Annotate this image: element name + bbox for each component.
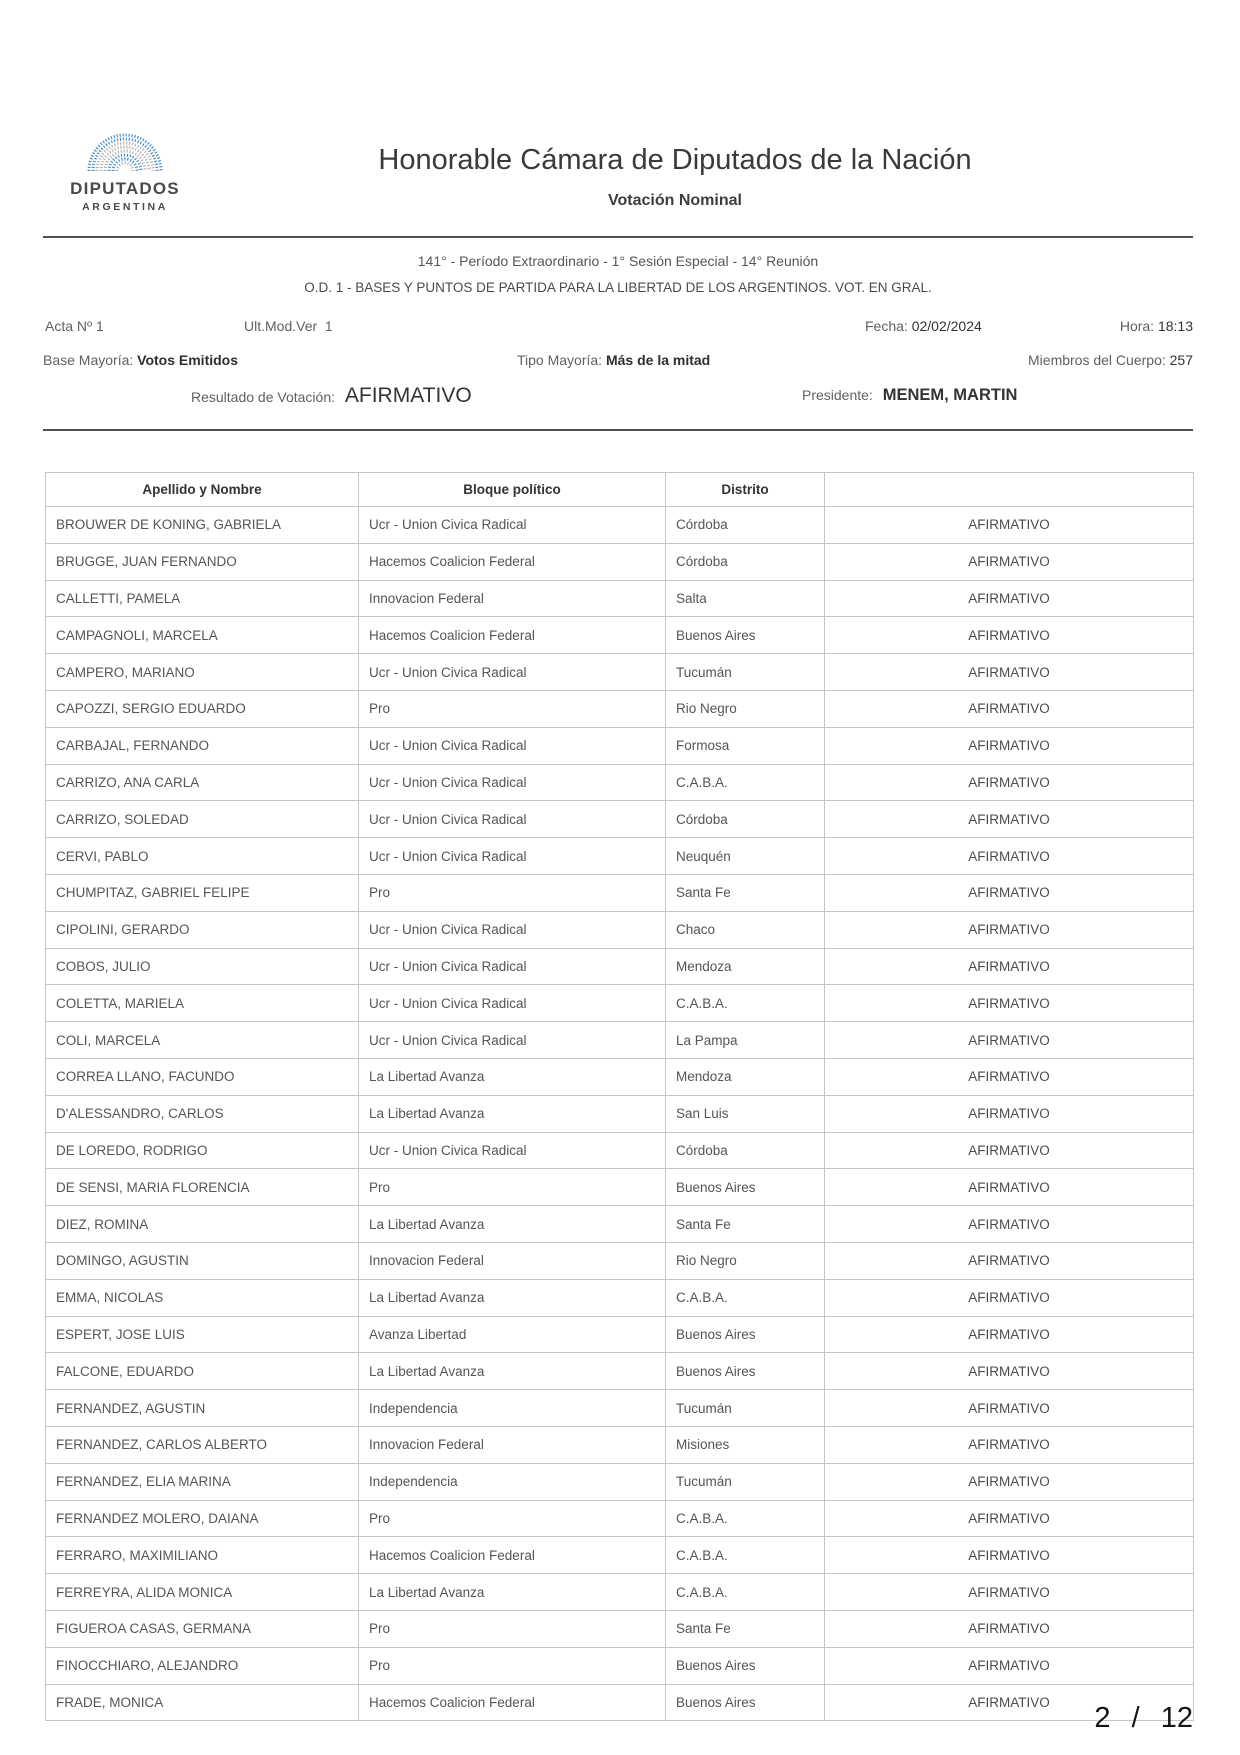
resultado-field <box>191 384 472 408</box>
hora-field <box>1120 318 1193 334</box>
resultado-value: AFIRMATIVO <box>344 384 472 407</box>
cell-distrito: C.A.B.A. <box>666 1500 825 1537</box>
cell-voto: AFIRMATIVO <box>825 874 1194 911</box>
cell-voto: AFIRMATIVO <box>825 1610 1194 1647</box>
table-row <box>46 1463 1194 1500</box>
cell-apellido-nombre: CAMPERO, MARIANO <box>46 654 359 691</box>
miembros-field <box>1028 352 1193 368</box>
table-row <box>46 1242 1194 1279</box>
cell-apellido-nombre: CAMPAGNOLI, MARCELA <box>46 617 359 654</box>
cell-bloque-politico: Ucr - Union Civica Radical <box>359 1022 666 1059</box>
cell-apellido-nombre: DOMINGO, AGUSTIN <box>46 1242 359 1279</box>
column-header-distrito: Distrito <box>666 473 825 507</box>
acta-field: Acta Nº 1 <box>45 318 104 334</box>
cell-apellido-nombre: COLETTA, MARIELA <box>46 985 359 1022</box>
cell-distrito: Mendoza <box>666 948 825 985</box>
cell-distrito: Buenos Aires <box>666 1684 825 1721</box>
cell-voto: AFIRMATIVO <box>825 1684 1194 1721</box>
cell-voto: AFIRMATIVO <box>825 543 1194 580</box>
cell-bloque-politico: Pro <box>359 1610 666 1647</box>
votes-table <box>45 472 1194 1721</box>
cell-distrito: Chaco <box>666 911 825 948</box>
cell-voto: AFIRMATIVO <box>825 1353 1194 1390</box>
cell-distrito: Santa Fe <box>666 874 825 911</box>
cell-bloque-politico: La Libertad Avanza <box>359 1574 666 1611</box>
table-row <box>46 543 1194 580</box>
cell-distrito: Neuquén <box>666 838 825 875</box>
session-line-1: 141° - Período Extraordinario - 1° Sesión Especial - 14° Reunión <box>417 253 819 269</box>
cell-bloque-politico: Ucr - Union Civica Radical <box>359 801 666 838</box>
cell-distrito: Rio Negro <box>666 690 825 727</box>
cell-distrito: Rio Negro <box>666 1242 825 1279</box>
cell-distrito: Córdoba <box>666 507 825 544</box>
hora-label: Hora: <box>1119 318 1155 334</box>
cell-apellido-nombre: DE LOREDO, RODRIGO <box>46 1132 359 1169</box>
cell-bloque-politico: Pro <box>359 1169 666 1206</box>
cell-distrito: Santa Fe <box>666 1206 825 1243</box>
cell-voto: AFIRMATIVO <box>825 764 1194 801</box>
table-row <box>46 838 1194 875</box>
cell-bloque-politico: Ucr - Union Civica Radical <box>359 1132 666 1169</box>
cell-bloque-politico: Hacemos Coalicion Federal <box>359 1684 666 1721</box>
cell-bloque-politico: La Libertad Avanza <box>359 1058 666 1095</box>
page-number-current: 2 <box>1094 1702 1111 1734</box>
cell-distrito: San Luis <box>666 1095 825 1132</box>
table-row <box>46 507 1194 544</box>
cell-bloque-politico: Avanza Libertad <box>359 1316 666 1353</box>
cell-bloque-politico: Hacemos Coalicion Federal <box>359 617 666 654</box>
cell-voto: AFIRMATIVO <box>825 617 1194 654</box>
table-row <box>46 1169 1194 1206</box>
cell-apellido-nombre: COBOS, JULIO <box>46 948 359 985</box>
cell-apellido-nombre: CAPOZZI, SERGIO EDUARDO <box>46 690 359 727</box>
session-line-2: O.D. 1 - BASES Y PUNTOS DE PARTIDA PARA LA LIBERTAD DE LOS ARGENTINOS. VOT. EN GRAL. <box>304 280 932 295</box>
table-row <box>46 1426 1194 1463</box>
table-row <box>46 948 1194 985</box>
table-row <box>46 690 1194 727</box>
base-mayoria-label: Base Mayoría: <box>43 352 134 368</box>
cell-voto: AFIRMATIVO <box>825 985 1194 1022</box>
table-row <box>46 1132 1194 1169</box>
table-row <box>46 727 1194 764</box>
cell-apellido-nombre: ESPERT, JOSE LUIS <box>46 1316 359 1353</box>
cell-apellido-nombre: CIPOLINI, GERARDO <box>46 911 359 948</box>
cell-distrito: C.A.B.A. <box>666 985 825 1022</box>
cell-bloque-politico: La Libertad Avanza <box>359 1353 666 1390</box>
cell-voto: AFIRMATIVO <box>825 727 1194 764</box>
table-row <box>46 580 1194 617</box>
cell-distrito: C.A.B.A. <box>666 1279 825 1316</box>
cell-voto: AFIRMATIVO <box>825 1242 1194 1279</box>
hora-value: 18:13 <box>1157 318 1193 334</box>
fecha-field <box>865 318 982 334</box>
cell-voto: AFIRMATIVO <box>825 838 1194 875</box>
cell-bloque-politico: Pro <box>359 1500 666 1537</box>
cell-apellido-nombre: COLI, MARCELA <box>46 1022 359 1059</box>
table-row <box>46 1206 1194 1243</box>
cell-distrito: Formosa <box>666 727 825 764</box>
miembros-label: Miembros del Cuerpo: <box>1028 352 1166 368</box>
tipo-mayoria-field <box>517 352 710 368</box>
cell-bloque-politico: Innovacion Federal <box>359 1242 666 1279</box>
tipo-mayoria-label: Tipo Mayoría: <box>517 352 603 368</box>
cell-voto: AFIRMATIVO <box>825 911 1194 948</box>
cell-distrito: La Pampa <box>666 1022 825 1059</box>
cell-distrito: Tucumán <box>666 654 825 691</box>
cell-voto: AFIRMATIVO <box>825 1132 1194 1169</box>
cell-distrito: C.A.B.A. <box>666 764 825 801</box>
cell-distrito: Buenos Aires <box>666 1316 825 1353</box>
cell-bloque-politico: Ucr - Union Civica Radical <box>359 985 666 1022</box>
table-row <box>46 911 1194 948</box>
table-row <box>46 801 1194 838</box>
cell-bloque-politico: La Libertad Avanza <box>359 1095 666 1132</box>
table-row <box>46 1500 1194 1537</box>
cell-apellido-nombre: FRADE, MONICA <box>46 1684 359 1721</box>
cell-apellido-nombre: FERNANDEZ, AGUSTIN <box>46 1390 359 1427</box>
cell-apellido-nombre: FERREYRA, ALIDA MONICA <box>46 1574 359 1611</box>
cell-apellido-nombre: FERNANDEZ, CARLOS ALBERTO <box>46 1426 359 1463</box>
table-row <box>46 1095 1194 1132</box>
cell-voto: AFIRMATIVO <box>825 1206 1194 1243</box>
presidente-label: Presidente: <box>802 387 873 403</box>
logo-country: ARGENTINA <box>82 201 168 213</box>
cell-apellido-nombre: DIEZ, ROMINA <box>46 1206 359 1243</box>
table-row <box>46 654 1194 691</box>
fecha-value: 02/02/2024 <box>911 318 982 334</box>
table-row <box>46 1647 1194 1684</box>
presidente-field <box>802 386 1017 405</box>
cell-bloque-politico: Hacemos Coalicion Federal <box>359 1537 666 1574</box>
column-header-bloque-politico: Bloque político <box>359 473 666 507</box>
page-number <box>1094 1702 1193 1735</box>
table-row <box>46 1684 1194 1721</box>
cell-bloque-politico: Ucr - Union Civica Radical <box>359 654 666 691</box>
cell-voto: AFIRMATIVO <box>825 1426 1194 1463</box>
page-title: Honorable Cámara de Diputados de la Nación <box>378 144 972 176</box>
cell-apellido-nombre: FERRARO, MAXIMILIANO <box>46 1537 359 1574</box>
ultmod-field: Ult.Mod.Ver 1 <box>244 318 333 334</box>
column-header-apellido-nombre: Apellido y Nombre <box>46 473 359 507</box>
miembros-value: 257 <box>1169 352 1193 368</box>
cell-voto: AFIRMATIVO <box>825 507 1194 544</box>
cell-apellido-nombre: CARRIZO, ANA CARLA <box>46 764 359 801</box>
cell-apellido-nombre: FALCONE, EDUARDO <box>46 1353 359 1390</box>
cell-bloque-politico: Ucr - Union Civica Radical <box>359 507 666 544</box>
cell-distrito: Buenos Aires <box>666 617 825 654</box>
table-row <box>46 764 1194 801</box>
cell-voto: AFIRMATIVO <box>825 1463 1194 1500</box>
cell-voto: AFIRMATIVO <box>825 948 1194 985</box>
cell-bloque-politico: Independencia <box>359 1390 666 1427</box>
cell-distrito: C.A.B.A. <box>666 1537 825 1574</box>
cell-voto: AFIRMATIVO <box>825 1647 1194 1684</box>
table-row <box>46 1022 1194 1059</box>
cell-voto: AFIRMATIVO <box>825 1500 1194 1537</box>
cell-voto: AFIRMATIVO <box>825 1279 1194 1316</box>
cell-apellido-nombre: D'ALESSANDRO, CARLOS <box>46 1095 359 1132</box>
cell-voto: AFIRMATIVO <box>825 1095 1194 1132</box>
cell-bloque-politico: Ucr - Union Civica Radical <box>359 838 666 875</box>
cell-bloque-politico: Innovacion Federal <box>359 1426 666 1463</box>
cell-voto: AFIRMATIVO <box>825 801 1194 838</box>
cell-voto: AFIRMATIVO <box>825 1537 1194 1574</box>
resultado-label: Resultado de Votación: <box>191 389 335 405</box>
cell-voto: AFIRMATIVO <box>825 1022 1194 1059</box>
cell-distrito: Buenos Aires <box>666 1647 825 1684</box>
table-row <box>46 1574 1194 1611</box>
mid-divider <box>43 429 1193 431</box>
cell-bloque-politico: Ucr - Union Civica Radical <box>359 948 666 985</box>
cell-bloque-politico: Ucr - Union Civica Radical <box>359 911 666 948</box>
base-mayoria-field <box>43 352 238 368</box>
cell-voto: AFIRMATIVO <box>825 1574 1194 1611</box>
table-row <box>46 1279 1194 1316</box>
page-number-total: 12 <box>1160 1702 1193 1734</box>
cell-apellido-nombre: CARRIZO, SOLEDAD <box>46 801 359 838</box>
cell-distrito: Misiones <box>666 1426 825 1463</box>
fecha-label: Fecha: <box>865 318 908 334</box>
table-row <box>46 617 1194 654</box>
cell-distrito: C.A.B.A. <box>666 1574 825 1611</box>
cell-apellido-nombre: CALLETTI, PAMELA <box>46 580 359 617</box>
cell-bloque-politico: Ucr - Union Civica Radical <box>359 764 666 801</box>
votes-table-body <box>46 507 1194 1721</box>
cell-bloque-politico: Innovacion Federal <box>359 580 666 617</box>
table-header-row <box>46 473 1194 507</box>
cell-voto: AFIRMATIVO <box>825 654 1194 691</box>
page-subtitle: Votación Nominal <box>608 192 742 209</box>
tipo-mayoria-value: Más de la mitad <box>605 352 711 368</box>
page-number-separator: / <box>1131 1702 1140 1734</box>
cell-bloque-politico: Ucr - Union Civica Radical <box>359 727 666 764</box>
table-row <box>46 874 1194 911</box>
cell-distrito: Córdoba <box>666 801 825 838</box>
cell-apellido-nombre: CERVI, PABLO <box>46 838 359 875</box>
table-row <box>46 1610 1194 1647</box>
cell-bloque-politico: Hacemos Coalicion Federal <box>359 543 666 580</box>
cell-distrito: Buenos Aires <box>666 1169 825 1206</box>
table-row <box>46 1058 1194 1095</box>
table-row <box>46 1390 1194 1427</box>
cell-apellido-nombre: CARBAJAL, FERNANDO <box>46 727 359 764</box>
cell-bloque-politico: Pro <box>359 1647 666 1684</box>
cell-voto: AFIRMATIVO <box>825 690 1194 727</box>
cell-distrito: Buenos Aires <box>666 1353 825 1390</box>
column-header-voto <box>825 473 1194 507</box>
cell-bloque-politico: Independencia <box>359 1463 666 1500</box>
cell-bloque-politico: Pro <box>359 690 666 727</box>
table-row <box>46 1537 1194 1574</box>
cell-bloque-politico: Pro <box>359 874 666 911</box>
table-row <box>46 985 1194 1022</box>
cell-apellido-nombre: BROUWER DE KONING, GABRIELA <box>46 507 359 544</box>
cell-apellido-nombre: EMMA, NICOLAS <box>46 1279 359 1316</box>
cell-voto: AFIRMATIVO <box>825 1169 1194 1206</box>
cell-apellido-nombre: FIGUEROA CASAS, GERMANA <box>46 1610 359 1647</box>
table-row <box>46 1316 1194 1353</box>
logo-wordmark: DIPUTADOS <box>70 179 180 198</box>
cell-apellido-nombre: DE SENSI, MARIA FLORENCIA <box>46 1169 359 1206</box>
cell-distrito: Córdoba <box>666 543 825 580</box>
cell-apellido-nombre: BRUGGE, JUAN FERNANDO <box>46 543 359 580</box>
cell-distrito: Mendoza <box>666 1058 825 1095</box>
cell-distrito: Córdoba <box>666 1132 825 1169</box>
presidente-value: MENEM, MARTIN <box>882 386 1018 404</box>
cell-apellido-nombre: CHUMPITAZ, GABRIEL FELIPE <box>46 874 359 911</box>
cell-distrito: Salta <box>666 580 825 617</box>
cell-bloque-politico: La Libertad Avanza <box>359 1206 666 1243</box>
cell-apellido-nombre: FERNANDEZ, ELIA MARINA <box>46 1463 359 1500</box>
cell-voto: AFIRMATIVO <box>825 1316 1194 1353</box>
cell-bloque-politico: La Libertad Avanza <box>359 1279 666 1316</box>
cell-apellido-nombre: FINOCCHIARO, ALEJANDRO <box>46 1647 359 1684</box>
cell-apellido-nombre: FERNANDEZ MOLERO, DAIANA <box>46 1500 359 1537</box>
cell-apellido-nombre: CORREA LLANO, FACUNDO <box>46 1058 359 1095</box>
cell-distrito: Tucumán <box>666 1390 825 1427</box>
cell-distrito: Santa Fe <box>666 1610 825 1647</box>
cell-voto: AFIRMATIVO <box>825 1390 1194 1427</box>
cell-distrito: Tucumán <box>666 1463 825 1500</box>
top-divider <box>43 236 1193 238</box>
cell-voto: AFIRMATIVO <box>825 1058 1194 1095</box>
base-mayoria-value: Votos Emitidos <box>137 352 239 368</box>
table-row <box>46 1353 1194 1390</box>
cell-voto: AFIRMATIVO <box>825 580 1194 617</box>
